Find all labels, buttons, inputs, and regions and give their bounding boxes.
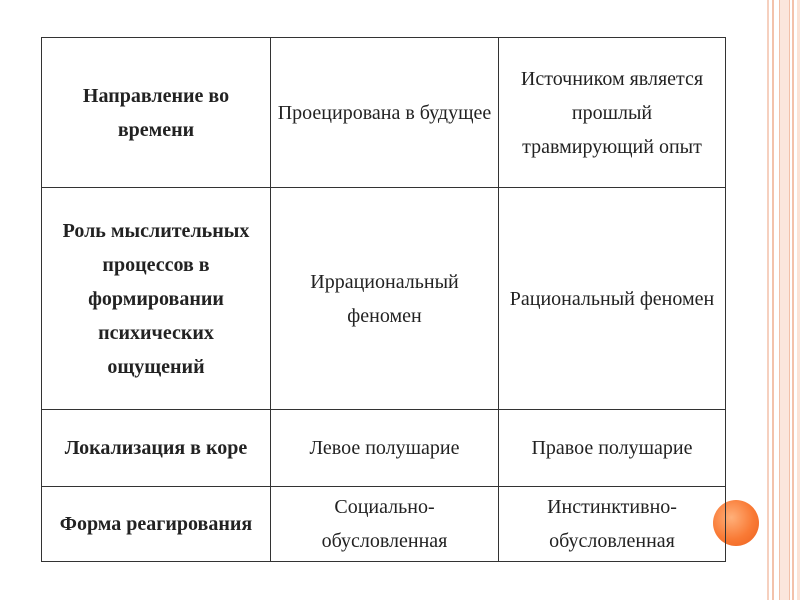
table-cell: Инстинктивно-обусловленная (499, 487, 726, 562)
decor-stripe (772, 0, 774, 600)
table-cell: Иррациональный феномен (271, 188, 499, 410)
decor-stripe (779, 0, 790, 600)
table-cell: Источником является прошлый травмирующий опыт (499, 38, 726, 188)
comparison-table (41, 37, 726, 562)
table-row (42, 38, 726, 188)
decor-stripe (792, 0, 794, 600)
table-cell: Правое полушарие (499, 410, 726, 487)
table-row (42, 487, 726, 562)
table-cell: Рациональный феномен (499, 188, 726, 410)
row-label: Форма реагирования (42, 487, 271, 562)
row-label: Роль мыслительных процессов в формировании психических ощущений (42, 188, 271, 410)
table-row (42, 188, 726, 410)
row-label: Направление во времени (42, 38, 271, 188)
table-cell: Проецирована в будущее (271, 38, 499, 188)
table-cell: Социально-обусловленная (271, 487, 499, 562)
row-label: Локализация в коре (42, 410, 271, 487)
table-row (42, 410, 726, 487)
decor-stripe (767, 0, 769, 600)
table-cell: Левое полушарие (271, 410, 499, 487)
